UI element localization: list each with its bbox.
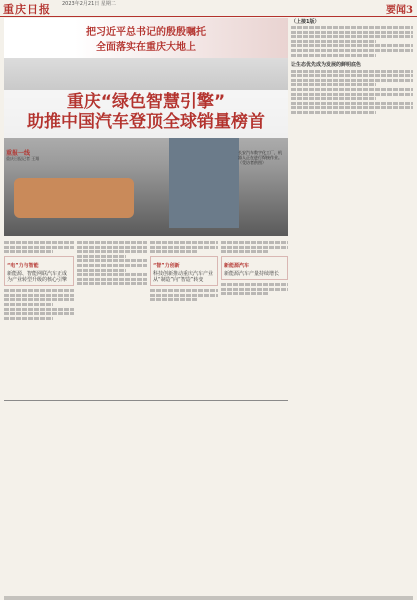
subhead-box-1 xyxy=(4,256,74,286)
main-headline xyxy=(8,92,284,132)
subhead-title-1: “电”力与智能 xyxy=(7,263,39,270)
section-kicker: 重报一线 xyxy=(6,150,31,157)
continued-tag: （上接1版） xyxy=(291,19,320,25)
subhead-title-2: “智”力创新 xyxy=(153,263,180,270)
subhead-box-3 xyxy=(221,256,288,280)
right-subhead: 让生态优先成为发展的鲜明底色 xyxy=(291,61,362,68)
topic-banner xyxy=(4,18,288,58)
page-section: 要闻3 xyxy=(386,5,413,16)
article-column-3 xyxy=(150,240,218,303)
banner-line-2: 全面落实在重庆大地上 xyxy=(96,42,196,53)
issue-date: 2023年2月21日 星期二 xyxy=(62,1,116,7)
section-divider xyxy=(4,400,288,401)
robot-arm-image xyxy=(169,138,239,228)
byline: 重庆日报记者 王翔 xyxy=(6,156,40,161)
article-column-2 xyxy=(77,240,147,287)
banner-line-1: 把习近平总书记的殷殷嘱托 xyxy=(86,27,206,38)
subhead-box-2 xyxy=(150,256,218,286)
subhead-quote-1: 新能源、智能网联汽车正成为产业转型升级的核心引擎 xyxy=(7,271,68,284)
right-column xyxy=(291,18,413,598)
subhead-quote-2: 科技创新推动重庆汽车产业从“制造”向“智造”转变 xyxy=(153,271,214,284)
newspaper-logo: 重庆日报 xyxy=(3,3,51,16)
article-column-1 xyxy=(4,240,74,321)
photo-caption: 长安汽车数字化工厂，机器人正在进行焊接作业。（受访者供图） xyxy=(238,150,282,165)
masthead xyxy=(0,0,417,17)
headline-line-2: 助推中国汽车登顶全球销量榜首 xyxy=(27,112,265,132)
page-footer xyxy=(4,596,413,600)
factory-photo xyxy=(4,58,288,236)
subhead-quote-3: 新能源汽车产量持续增长 xyxy=(224,271,280,278)
article-column-4 xyxy=(221,240,288,297)
headline-line-1: 重庆“绿色智慧引擎” xyxy=(66,92,226,112)
subhead-title-3: 新能源汽车 xyxy=(224,263,250,270)
car-body-image xyxy=(14,178,134,218)
